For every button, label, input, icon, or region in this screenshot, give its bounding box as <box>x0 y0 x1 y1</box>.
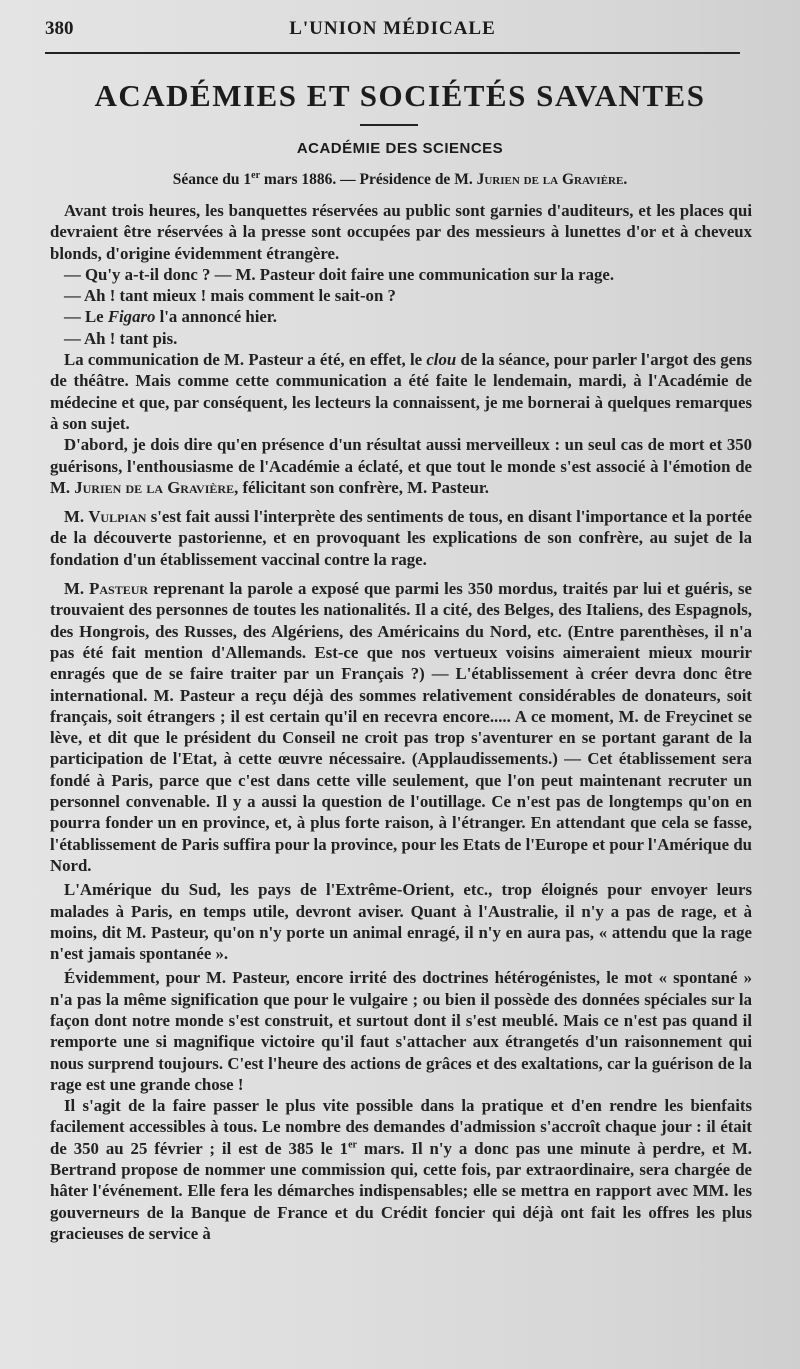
p6-a: La communication de M. Pasteur a été, en effet, le <box>64 350 427 370</box>
paragraph: — Ah ! tant mieux ! mais comment le sait-on ? <box>64 286 396 306</box>
section-title: ACADÉMIES ET SOCIÉTÉS SAVANTES <box>94 78 706 113</box>
seance-day-sup: er <box>251 169 261 181</box>
p7-c: , félicitant son confrère, M. Pasteur. <box>234 477 489 497</box>
page-number: 380 <box>45 18 74 39</box>
running-head <box>45 18 740 48</box>
paragraph <box>50 1095 752 1244</box>
p7-name: Jurien de la Gravière <box>74 477 235 497</box>
p4-a: — Le <box>64 307 108 327</box>
paragraph <box>50 349 752 434</box>
seance-suffix: . <box>623 171 628 188</box>
seance-prefix: Séance du <box>172 171 244 188</box>
p8-a: M. <box>64 507 89 527</box>
header-rule <box>45 52 740 54</box>
p8-name: Vulpian <box>88 507 147 527</box>
seance-president: Jurien de la Gravière <box>476 171 624 188</box>
p4-newspaper: Figaro <box>107 307 156 327</box>
seance-middle: mars 1886. — Présidence de M. <box>260 171 477 188</box>
p6-italic: clou <box>426 350 457 370</box>
p9-a: M. <box>64 579 90 599</box>
p7-a: D'abord, je dois dire qu'en présence d'un résultat aussi merveilleux : un seul cas de mort et 350 guérisons, l'enthousiasme de l'Académie a éclaté, et que tout le monde s'est associé à l'émotion de M. <box>50 435 752 497</box>
paragraph: Avant trois heures, les banquettes réservées au public sont garnies d'auditeurs, et les places qui devraient être réservées à la presse sont occupées par des messieurs à lunettes d'or et à cheveux blonds, d'origine évidemment étrangère. <box>50 201 752 263</box>
p12-sup: er <box>348 1139 357 1151</box>
seance-day: 1 <box>243 171 252 188</box>
article-body <box>50 200 752 1244</box>
paragraph: Évidemment, pour M. Pasteur, encore irrité des doctrines hétérogénistes, le mot « spontané » n'a pas la même signification que pour le vulgaire ; ou bien il possède des données spéciales sur la façon dont notre monde s'est construit, et surtout dont il s'est meublé. Mais ce n'est pas quand il remporte une si magnifique victoire qu'il faut s'attacher aux étrangetés d'un raisonnement qui nous surprend toujours. C'est l'heure des actions de grâces et des exaltations, car la guérison de la rage est une grande chose ! <box>50 968 752 1094</box>
p6-c: de la séance, pour parler l'argot des gens de théâtre. Mais comme cette communication a été faite le lendemain, mardi, à l'Académie de médecine et que, par conséquent, les lecteurs la connaissent, je me bornerai à quelques remarques à son sujet. <box>50 350 752 433</box>
paragraph <box>50 506 752 570</box>
p8-c: s'est fait aussi l'interprète des sentiments de tous, en disant l'importance et la portée de la découverte pastorienne, et en provoquant les explications de son confrère, au sujet de la fondation d'un établissement vaccinal contre la rage. <box>50 507 752 569</box>
journal-name: L'UNION MÉDICALE <box>289 18 496 39</box>
p12-a: Il s'agit de la faire passer le plus vite possible dans la pratique et d'en rendre les bienfaits facilement accessibles à tous. Le nombre des demandes d'admission s'accroît chaque jour : il était de 350 au 25 février ; il est de 385 le 1 <box>50 1096 752 1158</box>
paragraph: — Ah ! tant pis. <box>64 328 178 348</box>
title-rule <box>360 124 418 126</box>
p9-name: Pasteur <box>89 579 149 599</box>
p4-c: l'a annoncé hier. <box>155 307 277 327</box>
paragraph <box>50 578 752 876</box>
seance-line <box>0 171 800 189</box>
paragraph <box>50 434 752 498</box>
p12-b: mars. Il n'y a donc pas une minute à perdre, et M. Bertrand propose de nommer une commission qui, cette fois, par extraordinaire, sera chargée de hâter l'événement. Elle fera les démarches indispensables; elle se mettra en rapport avec MM. les gouverneurs de la Banque de France et du Crédit foncier qui déjà ont fait les offres les plus gracieuses de service à <box>50 1138 752 1243</box>
paragraph: — Qu'y a-t-il donc ? — M. Pasteur doit faire une communication sur la rage. <box>64 264 615 284</box>
subsection-title: ACADÉMIE DES SCIENCES <box>296 140 504 157</box>
paragraph: L'Amérique du Sud, les pays de l'Extrême-Orient, etc., trop éloignés pour envoyer leurs malades à Paris, en temps utile, devront aviser. Quant à l'Australie, il n'y a pas de rage, et à moins, dit M. Pasteur, qu'on n'y porte un animal enragé, il n'y en aura pas, « attendu que la rage n'est jamais spontanée ». <box>50 880 752 964</box>
p9-c: reprenant la parole a exposé que parmi les 350 mordus, traités par lui et guéris, se trouvaient des personnes de toutes les nationalités. Il a cité, des Belges, des Italiens, des Espagnols, des Hongrois, des Russes, des Algériens, des Américains du Nord, etc. (Entre parenthèses, il n'a pas été fait mention d'Allemands. Est-ce que nos vertueux voisins aimeraient mieux mourir enragés que de se faire traiter par un Français ?) — L'établissement à créer devra donc être international. M. Pasteur a reçu déjà des sommes relativement considérables de donateurs, soit français, soit étrangers ; il est certain qu'il en recevra encore..... A ce moment, M. de Freycinet se lève, et dit que le président du Conseil ne croit pas trop s'aventurer en se portant garant de la participation de l'Etat, à cette œuvre nécessaire. (Applaudissements.) — Cet établissement sera fondé à Paris, parce que c'est dans cette ville seulement, que l'on peut maintenant recruter un personnel convenable. Il y a aussi la question de l'outillage. Ce n'est pas de longtemps qu'on en pourra fonder un en province, et, à plus forte raison, à l'étranger. En attendant que cela se fasse, l'établissement de Paris suffira pour la province, pour les Etats de l'Europe et pour l'Amérique du Nord. <box>50 579 752 875</box>
paragraph <box>50 306 752 327</box>
